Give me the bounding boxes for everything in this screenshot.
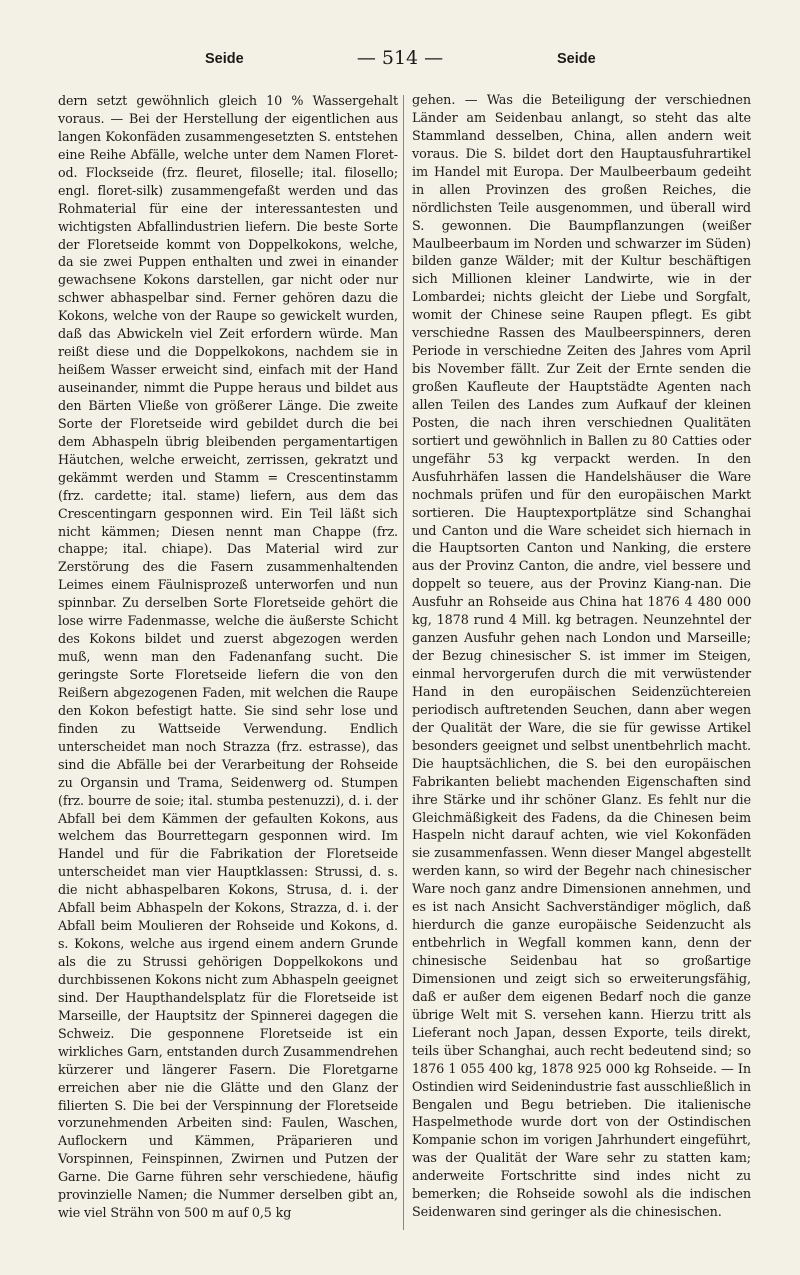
page-number: — 514 — [356,47,444,69]
running-header [0,47,800,77]
left-column-text: dern setzt gewöhnlich gleich 10 % Wassergehalt voraus. — Bei der Herstellung der eigentlichen aus langen Kokonfäden zusammengesetzten S. entstehen eine Reihe Abfälle, welche unter dem Namen Floret- od. Flockseide (frz. fleuret, filoselle; ital. filosello; engl. floret-silk) zusammengefaßt werden und das Rohmaterial für eine der interessantesten und wichtigsten Abfallindustrien liefern. Die beste Sorte der Floretseide kommt von Doppelkokons, welche, da sie zwei Puppen enthalten und zwei in einander gewachsene Kokons darstellen, gar nicht oder nur schwer abhaspelbar sind. Ferner gehören dazu die Kokons, welche von der Raupe so gewickelt wurden, daß das Abwickeln viel Zeit erfordern würde. Man reißt diese und die Doppelkokons, nachdem sie in heißem Wasser erweicht sind, einfach mit der Hand auseinander, nimmt die Puppe heraus und bildet aus den Bärten Vließe von größerer Länge. Die zweite Sorte der Floretseide wird gebildet durch die bei dem Abhaspeln übrig bleibenden pergamentartigen Häutchen, welche erweicht, zerrissen, gekratzt und gekämmt werden und Stamm = Crescentinstamm (frz. cardette; ital. stame) liefern, aus dem das Crescentingarn gesponnen wird. Ein Teil läßt sich nicht kämmen; Diesen nennt man Chappe (frz. chappe; ital. chiape). Das Material wird zur Zerstörung des die Fasern zusammenhaltenden Leimes einem Fäulnisprozeß unterworfen und nun spinnbar. Zu derselben Sorte Floretseide gehört die lose wirre Fadenmasse, welche die äußerste Schicht des Kokons bildet und zuerst abgezogen werden muß, wenn man den Fadenanfang sucht. Die geringste Sorte Floretseide liefern die von den Reißern abgezogenen Faden, mit welchen die Raupe den Kokon befestigt hatte. Sie sind sehr lose und finden zu Wattseide Verwendung. Endlich unterscheidet man noch Strazza (frz. estrasse), das sind die Abfälle bei der Verarbeitung der Rohseide zu Organsin und Trama, Seidenwerg od. Stumpen (frz. bourre de soie; ital. stumba pestenuzzi), d. i. der Abfall bei dem Kämmen der gefaulten Kokons, aus welchem das Bourrettegarn gesponnen wird. Im Handel und für die Fabrikation der Floretseide unterscheidet man vier Hauptklassen: Strussi, d. s. die nicht abhaspelbaren Kokons, Strusa, d. i. der Abfall beim Abhaspeln der Kokons, Strazza, d. i. der Abfall beim Moulieren der Rohseide und Kokons, d. s. Kokons, welche aus irgend einem andern Grunde als die zu Strussi gehörigen Doppelkokons und durchbissenen Kokons nicht zum Abhaspeln geeignet sind. Der Haupthandelsplatz für die Floretseide ist Marseille, der Hauptsitz der Spinnerei dagegen die Schweiz. Die gesponnene Floretseide ist ein wirkliches Garn, entstanden durch Zusammendrehen kürzerer und längerer Fasern. Die Floretgarne erreichen aber nie die Glätte und den Glanz der filierten S. Die bei der Verspinnung der Floretseide vorzunehmenden Arbeiten sind: Faulen, Waschen, Auflockern und Kämmen, Präparieren und Vorspinnen, Feinspinnen, Zwirnen und Putzen der Garne. Die Garne führen sehr verschiedene, häufig provinzielle Namen; die Nummer derselben gibt an, wie viel Strähn von 500 m auf 0,5 kg [58,93,398,1221]
column-divider [403,95,404,1230]
left-text-column [58,92,398,1222]
header-left-keyword: Seide [205,51,244,67]
header-right-keyword: Seide [557,51,596,67]
right-text-column [412,92,751,1222]
right-column-text: gehen. — Was die Beteiligung der verschiednen Länder am Seidenbau anlangt, so steht das alte Stammland desselben, China, allen andern weit voraus. Die S. bildet dort den Hauptausfuhrartikel im Handel mit Europa. Der Maulbeerbaum gedeiht in allen Provinzen des großen Reiches, die nördlichsten Teile ausgenommen, und überall wird S. gewonnen. Die Baumpflanzungen (weißer Maulbeerbaum im Norden und schwarzer im Süden) bilden ganze Wälder; mit der Kultur beschäftigen sich Millionen kleiner Landwirte, wie in der Lombardei; nichts gleicht der Liebe und Sorgfalt, womit der Chinese seine Raupen pflegt. Es gibt verschiedne Rassen des Maulbeerspinners, deren Periode in verschiedne Zeiten des Jahres vom April bis November fällt. Zur Zeit der Ernte senden die großen Kaufleute der Hauptstädte Agenten nach allen Teilen des Landes zum Aufkauf der kleinen Posten, die nach ihren verschiednen Qualitäten sortiert und gewöhnlich in Ballen zu 80 Catties oder ungefähr 53 kg verpackt werden. In den Ausfuhrhäfen lassen die Handelshäuser die Ware nochmals prüfen und für den europäischen Markt sortieren. Die Hauptexportplätze sind Schanghai und Canton und die Ware scheidet sich hiernach in die Hauptsorten Canton und Nanking, die erstere aus der Provinz Canton, die andre, viel bessere und doppelt so teuere, aus der Provinz Kiang-nan. Die Ausfuhr an Rohseide aus China hat 1876 4 480 000 kg, 1878 rund 4 Mill. kg betragen. Neunzehntel der ganzen Ausfuhr gehen nach London und Marseille; der Bezug chinesischer S. ist immer im Steigen, einmal hervorgerufen durch die mit verwüstender Hand in den europäischen Seidenzüchtereien periodisch auftretenden Seuchen, dann aber wegen der Qualität der Ware, die sie für gewisse Artikel besonders geeignet und selbst unentbehrlich macht. Die hauptsächlichen, die S. bei den europäischen Fabrikanten beliebt machenden Eigenschaften sind ihre Stärke und ihr schöner Glanz. Es fehlt nur die Gleichmäßigkeit des Fadens, da die Chinesen beim Haspeln nicht darauf achten, wie viel Kokonfäden sie zusammenfassen. Wenn dieser Mangel abgestellt werden kann, so wird der Begehr nach chinesischer Ware noch ganz andre Dimensionen annehmen, und es ist nach Ansicht Sachverständiger möglich, daß hierdurch die ganze europäische Seidenzucht als entbehrlich in Wegfall kommen kann, denn der chinesische Seidenbau hat so großartige Dimensionen und zeigt sich so erweiterungsfähig, daß er außer dem eigenen Bedarf noch die ganze übrige Welt mit S. versehen kann. Hierzu tritt als Lieferant noch Japan, dessen Exporte, teils direkt, teils über Schanghai, auch recht bedeutend sind; so 1876 1 055 400 kg, 1878 925 000 kg Rohseide. — In Ostindien wird Seidenindustrie fast ausschließlich in Bengalen und Begu betrieben. Die italienische Haspelmethode wurde dort von der Ostindischen Kompanie schon im vorigen Jahrhundert eingeführt, was der Qualität der Ware sehr zu statten kam; anderweite Fortschritte sind indes nicht zu bemerken; die Rohseide sowohl als die indischen Seidenwaren sind geringer als die chinesischen. [412,93,751,1221]
